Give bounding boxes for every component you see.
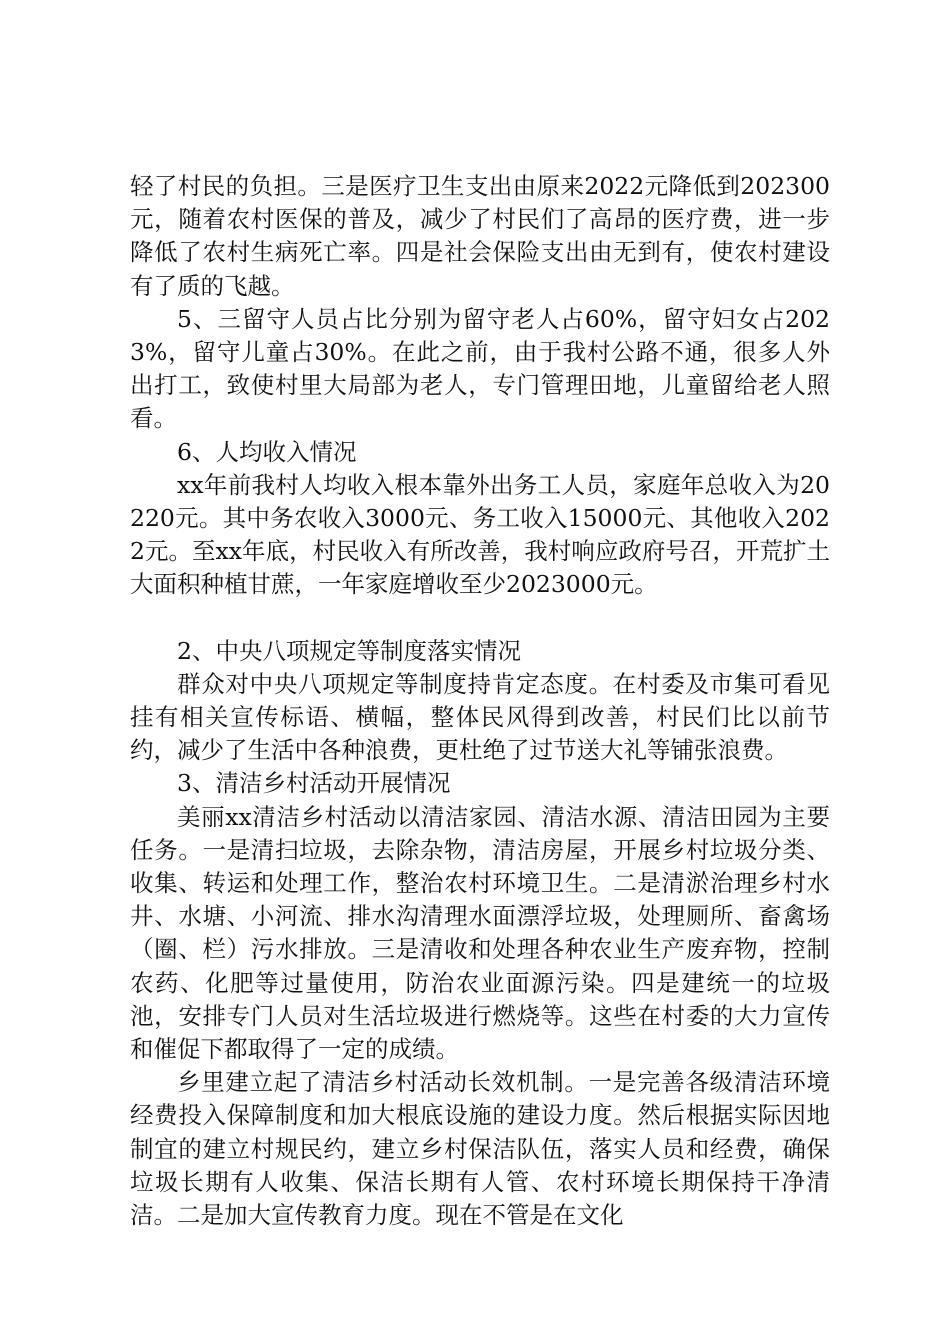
heading-per-capita-income: 6、人均收入情况 [177,437,357,466]
paragraph-6-regulations: 群众对中央八项规定等制度持肯定态度。在村委及市集可看见挂有相关宣传标语、横幅，整体民风得到改善，村民们比以前节约，减少了生活中各种浪费，更杜绝了过节送大礼等铺张浪费。 [130,669,830,765]
document-body [130,170,830,1232]
blank-line [130,602,830,635]
heading-eight-regulations: 2、中央八项规定等制度落实情况 [177,636,521,665]
paragraph-9-mechanism: 乡里建立起了清洁乡村活动长效机制。一是完善各级清洁环境经费投入保障制度和加大根底设施的建设力度。然后根据实际因地制宜的建立村规民约，建立乡村保洁队伍，落实人员和经费，确保垃圾长期有人收集、保洁长期有人管、农村环境长期保持干净清洁。二是加大宣传教育力度。现在不管是在文化 [130,1068,830,1230]
heading-clean-village: 3、清洁乡村活动开展情况 [177,769,451,798]
paragraph-8-clean-village: 美丽xx清洁乡村活动以清洁家园、清洁水源、清洁田园为主要任务。一是清扫垃圾，去除杂物，清洁房屋，开展乡村垃圾分类、收集、转运和处理工作，整治农村环境卫生。二是清淤治理乡村水井、水塘、小河流、排水沟清理水面漂浮垃圾，处理厕所、畜禽场（圈、栏）污水排放。三是清收和处理各种农业生产废弃物，控制农药、化肥等过量使用，防治农业面源污染。四是建统一的垃圾池，安排专门人员对生活垃圾进行燃烧等。这些在村委的大力宣传和催促下都取得了一定的成绩。 [130,802,830,1064]
paragraph-2-left-behind-population: 5、三留守人员占比分别为留守老人占60%，留守妇女占2023%，留守儿童占30%。在此之前，由于我村公路不通，很多人外出打工，致使村里大局部为老人，专门管理田地，儿童留给老人照看。 [130,304,830,433]
paragraph-4-income: xx年前我村人均收入根本靠外出务工人员，家庭年总收入为20220元。其中务农收入3000元、务工收入15000元、其他收入2022元。至xx年底，村民收入有所改善，我村响应政府号召，开荒扩土大面积种植甘蔗，一年家庭增收至少2023000元。 [130,470,830,599]
paragraph-1: 轻了村民的负担。三是医疗卫生支出由原来2022元降低到202300元，随着农村医保的普及，减少了村民们了高昂的医疗费，进一步降低了农村生病死亡率。四是社会保险支出由无到有，使农村建设有了质的飞越。 [130,172,830,300]
